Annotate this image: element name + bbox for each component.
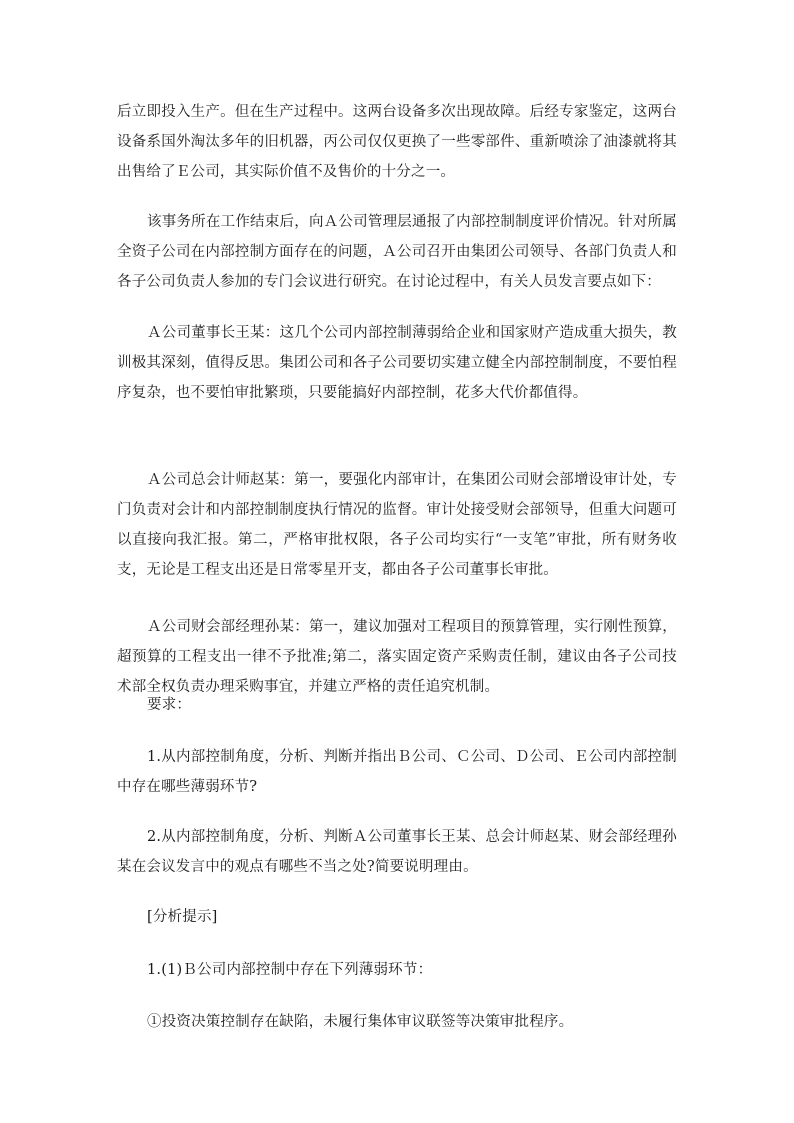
paragraph-analysis-1: 1.(1)Ｂ公司内部控制中存在下列薄弱环节： xyxy=(147,962,433,978)
paragraph-cfo-zhao: Ａ公司总会计师赵某：第一，要强化内部审计，在集团公司财会部增设审计处，专门负责对会计和内部控制制度执行情况的监督。审计处接受财会部领导，但重大问题可以直接向我汇报。第二，严格审批权限，各子公司均实行“一支笔”审批，所有财务收支，无论是工程支出还是日常零星开支，都由各子公司董事长审批。 xyxy=(117,472,677,578)
paragraph-equipment-fault: 后立即投入生产。但在生产过程中。这两台设备多次出现故障。后经专家鉴定，这两台设备系国外淘汰多年的旧机器，丙公司仅仅更换了一些零部件、重新喷涂了油漆就将其出售给了Ｅ公司，其实际价值不及售价的十分之一。 xyxy=(117,104,677,180)
paragraph-analysis-point-1: ①投资决策控制存在缺陷，未履行集体审议联签等决策审批程序。 xyxy=(147,1014,574,1030)
paragraph-audit-report: 该事务所在工作结束后，向Ａ公司管理层通报了内部控制制度评价情况。针对所属全资子公司在内部控制方面存在的问题，Ａ公司召开由集团公司领导、各部门负责人和各子公司负责人参加的专门会议进行研究。在讨论过程中，有关人员发言要点如下： xyxy=(117,214,677,290)
paragraph-manager-sun: Ａ公司财会部经理孙某：第一，建议加强对工程项目的预算管理，实行刚性预算，超预算的工程支出一律不予批准;第二，落实固定资产采购责任制，建议由各子公司技术部全权负责办理采购事宜，并建立严格的责任追究机制。 xyxy=(117,619,677,695)
paragraph-analysis-heading: [分析提示] xyxy=(147,909,218,925)
paragraph-question-1: 1.从内部控制角度，分析、判断并指出Ｂ公司、Ｃ公司、Ｄ公司、Ｅ公司内部控制中存在哪些薄弱环节? xyxy=(117,749,677,795)
paragraph-chairman-wang: Ａ公司董事长王某：这几个公司内部控制薄弱给企业和国家财产造成重大损失，教训极其深刻，值得反思。集团公司和各子公司要切实建立健全内部控制制度，不要怕程序复杂，也不要怕审批繁琐，只要能搞好内部控制，花多大代价都值得。 xyxy=(117,325,677,401)
paragraph-question-2: 2.从内部控制角度，分析、判断Ａ公司董事长王某、总会计师赵某、财会部经理孙某在会议发言中的观点有哪些不当之处?简要说明理由。 xyxy=(117,829,677,875)
paragraph-requirements-heading: 要求： xyxy=(147,697,192,713)
